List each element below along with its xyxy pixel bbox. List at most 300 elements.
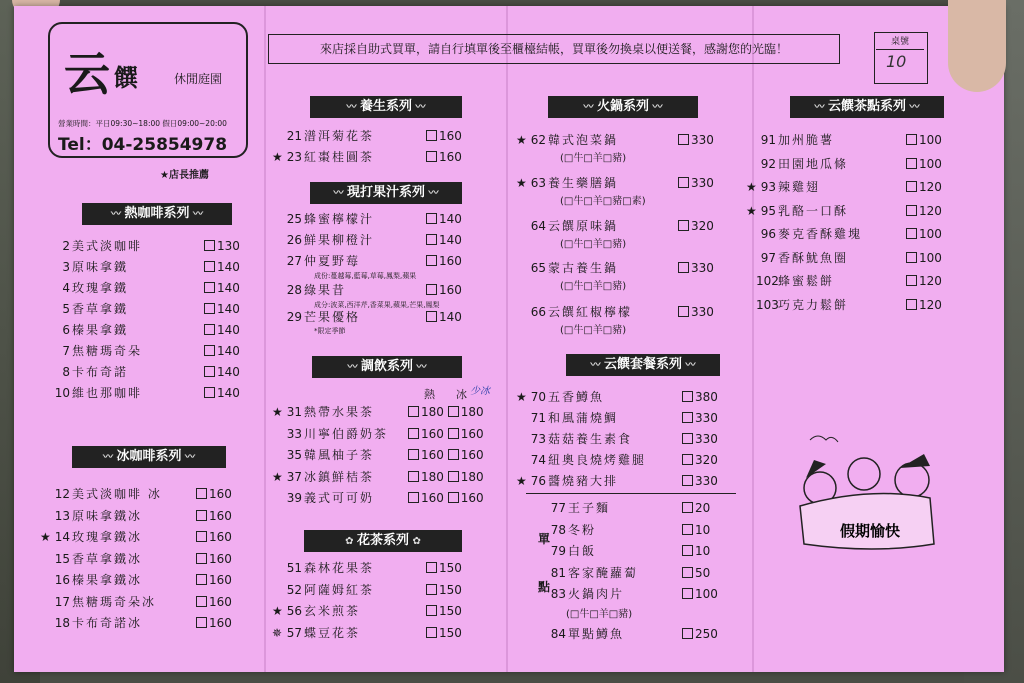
order-checkbox[interactable]: [204, 240, 215, 251]
item-number: 92: [760, 156, 776, 171]
logo-subtitle: 休閒庭園: [174, 72, 223, 86]
item-price: [906, 273, 942, 289]
menu-item-row: [272, 309, 462, 325]
recommend-star: ★: [516, 133, 527, 147]
order-checkbox[interactable]: [426, 130, 437, 141]
menu-item-row: [516, 175, 714, 191]
price-value: 150: [439, 561, 462, 575]
item-price: [426, 253, 462, 269]
section-title-flower-tea: ✿ 花茶系列 ✿: [304, 530, 462, 552]
menu-item-row: [746, 132, 942, 148]
item-name: 紅棗桂圓茶: [304, 150, 375, 164]
item-price: [426, 560, 462, 576]
menu-item-row: [516, 410, 718, 426]
item-number: 56: [286, 604, 302, 618]
phone-number: Tel：04-25854978: [58, 135, 228, 155]
order-checkbox-cold[interactable]: [448, 492, 459, 503]
item-price: [426, 282, 462, 298]
price-value: 140: [217, 365, 240, 379]
item-name: 芒果優格: [304, 310, 361, 324]
item-name: 韓風柚子茶: [304, 448, 375, 462]
item-price: [682, 473, 718, 489]
juice-note-28: 成分:波菜,西洋芹,香菜果,蘋果,芒果,鳳梨: [314, 301, 440, 309]
price-value: 100: [919, 227, 942, 241]
price-value: 20: [695, 501, 711, 515]
item-price: [906, 250, 942, 266]
item-number: 13: [54, 508, 70, 523]
order-checkbox[interactable]: [426, 605, 437, 616]
menu-item-row: [40, 301, 240, 317]
menu-item-row: [272, 253, 462, 269]
item-price: [196, 529, 232, 545]
order-checkbox[interactable]: [906, 158, 917, 169]
order-checkbox[interactable]: [682, 475, 693, 486]
item-price: [906, 132, 942, 148]
item-number: 7: [62, 344, 70, 358]
price-value: 330: [691, 176, 714, 190]
item-price: [426, 309, 462, 325]
item-name: 玫瑰拿鐵: [72, 281, 129, 295]
kid-hair: [900, 454, 930, 468]
menu-item-row: [40, 572, 232, 588]
menu-item-row: [746, 297, 942, 313]
price-value: 160: [209, 530, 232, 544]
item-price: [204, 385, 240, 401]
item-number: 62: [530, 133, 546, 147]
recommend-star: ★: [516, 176, 527, 190]
menu-item-row: [40, 508, 232, 524]
item-name: 卡布奇諾冰: [72, 616, 143, 630]
item-name: 焦糖瑪奇朵: [72, 344, 143, 358]
logo-mark: 云: [64, 47, 110, 101]
item-name: 香酥魷魚圈: [778, 250, 849, 265]
item-number: 15: [54, 551, 70, 566]
meat-options[interactable]: (□牛□羊□豬): [566, 609, 633, 620]
kids-illustration: [780, 428, 958, 558]
item-name: 醬燒豬大排: [548, 474, 619, 488]
item-name: 辣雞翅: [778, 180, 821, 194]
price-value: 150: [439, 625, 462, 640]
price-value: 10: [695, 523, 711, 537]
order-checkbox[interactable]: [682, 391, 693, 402]
menu-item-row: [40, 529, 232, 545]
item-name: 冬粉: [568, 523, 597, 537]
item-number: 31: [286, 405, 302, 419]
price-value: 160: [209, 508, 232, 523]
item-name: 巧克力鬆餅: [778, 297, 849, 312]
price-value: 160: [209, 551, 232, 566]
recommend-star: ★: [746, 180, 757, 194]
item-price: [408, 426, 484, 442]
item-name: 蝶豆花茶: [304, 625, 361, 640]
order-checkbox-cold[interactable]: [448, 449, 459, 460]
order-checkbox[interactable]: [204, 366, 215, 377]
item-price: [682, 522, 710, 538]
logo-name: 饌: [114, 63, 138, 92]
item-name: 菇菇養生素食: [548, 432, 633, 446]
menu-item-row: [536, 500, 711, 516]
price-value: 140: [217, 344, 240, 358]
item-price: [196, 486, 232, 502]
table-number-label: 桌號: [876, 34, 924, 50]
juice-note-27: 成份:蔓越莓,藍莓,草莓,鳳梨,蘋果: [314, 272, 417, 280]
item-number: 14: [54, 530, 70, 544]
price-value: 100: [695, 587, 718, 601]
order-checkbox[interactable]: [204, 324, 215, 335]
order-checkbox[interactable]: [196, 488, 207, 499]
item-name: 香草拿鐵冰: [72, 551, 143, 566]
menu-item-row: [746, 226, 942, 242]
order-checkbox[interactable]: [196, 617, 207, 628]
item-number: 96: [760, 227, 776, 241]
order-checkbox[interactable]: [204, 345, 215, 356]
menu-item-row: [516, 431, 718, 447]
item-name: 蒙古養生鍋: [548, 261, 619, 275]
item-name: 王子麵: [568, 501, 611, 515]
item-name: 鮮果柳橙汁: [304, 233, 375, 247]
item-price: [906, 156, 942, 172]
cloud-doodle: [810, 436, 838, 442]
price-value: 140: [217, 302, 240, 316]
order-checkbox[interactable]: [426, 311, 437, 322]
menu-item-row: [272, 149, 462, 165]
recommend-star: ★: [272, 469, 283, 484]
order-checkbox[interactable]: [906, 205, 917, 216]
recommend-star: ★: [40, 530, 51, 544]
price-value: 120: [919, 203, 942, 218]
price-value: 160: [209, 487, 232, 501]
item-price: [906, 297, 942, 313]
order-checkbox[interactable]: [426, 234, 437, 245]
item-number: 91: [760, 133, 776, 147]
item-number: 66: [530, 305, 546, 319]
order-checkbox[interactable]: [678, 134, 689, 145]
item-number: 78: [550, 523, 566, 537]
item-price: [196, 572, 232, 588]
item-price: [204, 259, 240, 275]
menu-item-row: [40, 615, 232, 631]
order-checkbox[interactable]: [196, 553, 207, 564]
order-checkbox[interactable]: [682, 524, 693, 535]
price-value: 120: [919, 297, 942, 312]
item-name: 養生藥膳鍋: [548, 176, 619, 190]
item-number: 3: [62, 260, 70, 274]
item-name: 仲夏野莓: [304, 254, 361, 268]
section-title-hotpot: 〰 火鍋系列 〰: [548, 96, 698, 118]
item-name: 單點鱒魚: [568, 627, 625, 641]
price-value: 100: [919, 133, 942, 147]
item-name: 熱帶水果茶: [304, 405, 375, 419]
item-price: [204, 238, 240, 254]
item-number: 84: [550, 627, 566, 641]
item-number: 79: [550, 544, 566, 558]
juice-note-29: *限定季節: [314, 327, 346, 335]
item-name: 潽洱菊花茶: [304, 129, 375, 143]
price-value: 130: [217, 239, 240, 253]
order-checkbox[interactable]: [906, 252, 917, 263]
item-number: 63: [530, 176, 546, 190]
kid-face-middle: [848, 458, 880, 490]
menu-item-row: [40, 238, 240, 254]
item-number: 103: [756, 297, 779, 312]
item-number: 39: [286, 491, 302, 505]
fold-line: [752, 6, 754, 672]
item-name: 冰鎮鮮桔茶: [304, 469, 375, 484]
item-price: [408, 404, 484, 420]
item-price: [682, 431, 718, 447]
item-number: 16: [54, 573, 70, 587]
price-cold-value: 160: [460, 448, 484, 462]
item-name: 卡布奇諾: [72, 365, 129, 379]
item-price: [682, 389, 718, 405]
recommend-star: ★: [746, 203, 757, 218]
recommend-star: ✵: [272, 625, 283, 640]
item-price: [678, 260, 714, 276]
menu-item-row: [516, 389, 718, 405]
price-value: 140: [439, 212, 462, 226]
menu-item-row: [40, 594, 232, 610]
order-checkbox[interactable]: [678, 306, 689, 317]
menu-item-row: [272, 560, 462, 576]
price-value: 250: [695, 627, 718, 641]
order-checkbox[interactable]: [408, 406, 419, 417]
opening-hours: 營業時間：平日09:30~18:00 假日09:00~20:00: [58, 119, 227, 128]
item-number: 70: [530, 390, 546, 404]
item-price: [426, 603, 462, 619]
meat-options[interactable]: (□牛□羊□豬): [560, 325, 627, 336]
item-price: [678, 218, 714, 234]
price-value: 150: [439, 582, 462, 597]
menu-item-row: [536, 626, 718, 642]
item-name: 麥克香酥雞塊: [778, 227, 863, 241]
item-name: 云饌紅椒檸檬: [548, 305, 633, 319]
item-price: [408, 469, 484, 485]
menu-item-row: [272, 582, 462, 598]
item-price: [678, 175, 714, 191]
item-number: 64: [530, 219, 546, 233]
order-checkbox[interactable]: [906, 228, 917, 239]
section-title-set-meal: 〰 云饌套餐系列 〰: [566, 354, 720, 376]
order-checkbox[interactable]: [682, 502, 693, 513]
meat-options[interactable]: (□牛□羊□豬): [560, 281, 627, 292]
price-value: 330: [695, 474, 718, 488]
section-title-juice: 〰 現打果汁系列 〰: [310, 182, 462, 204]
item-number: 57: [286, 625, 302, 640]
menu-item-row: [746, 156, 942, 172]
item-number: 25: [286, 212, 302, 226]
order-checkbox[interactable]: [906, 275, 917, 286]
fold-line: [506, 6, 508, 672]
order-checkbox[interactable]: [426, 627, 437, 638]
meat-options[interactable]: (□牛□羊□豬□素): [560, 196, 646, 207]
order-checkbox[interactable]: [906, 181, 917, 192]
menu-item-row: [536, 565, 711, 581]
item-name: 原味拿鐵冰: [72, 508, 143, 523]
item-name: 紐奧良燒烤雞腿: [548, 453, 647, 467]
item-number: 95: [760, 203, 776, 218]
item-name: 美式淡咖啡 冰: [72, 487, 162, 501]
item-name: 和風蒲燒鯛: [548, 411, 619, 425]
item-number: 71: [530, 411, 546, 425]
menu-item-row: [40, 322, 240, 338]
item-number: 10: [54, 386, 70, 400]
menu-item-row: [746, 250, 942, 266]
price-value: 160: [439, 129, 462, 143]
order-checkbox[interactable]: [204, 282, 215, 293]
menu-item-row: [40, 364, 240, 380]
menu-item-row: [272, 128, 462, 144]
order-checkbox[interactable]: [204, 387, 215, 398]
price-value: 330: [691, 305, 714, 319]
item-price: [204, 280, 240, 296]
order-checkbox[interactable]: [426, 584, 437, 595]
order-checkbox[interactable]: [682, 545, 693, 556]
menu-item-row: [272, 282, 462, 298]
item-number: 76: [530, 474, 546, 488]
menu-item-row: [272, 211, 462, 227]
item-number: 33: [286, 426, 302, 441]
order-checkbox[interactable]: [408, 449, 419, 460]
menu-item-row: [516, 260, 714, 276]
order-checkbox[interactable]: [682, 412, 693, 423]
order-checkbox[interactable]: [426, 213, 437, 224]
item-name: 蜂蜜檸檬汁: [304, 212, 375, 226]
order-checkbox[interactable]: [426, 151, 437, 162]
order-checkbox-cold[interactable]: [448, 406, 459, 417]
cold-label: 冰: [456, 388, 467, 401]
order-checkbox[interactable]: [426, 255, 437, 266]
section-title-iced-coffee: 〰 冰咖啡系列 〰: [72, 446, 226, 468]
menu-item-row: [40, 385, 240, 401]
price-value: 160: [439, 150, 462, 164]
price-cold-value: 160: [460, 491, 484, 505]
menu-item-row: [272, 603, 462, 619]
item-number: 65: [530, 261, 546, 275]
order-checkbox[interactable]: [906, 299, 917, 310]
item-number: 29: [286, 310, 302, 324]
order-checkbox[interactable]: [678, 262, 689, 273]
item-number: 26: [286, 233, 302, 247]
price-value: 330: [695, 432, 718, 446]
order-checkbox[interactable]: [682, 628, 693, 639]
order-checkbox[interactable]: [426, 562, 437, 573]
order-checkbox[interactable]: [678, 177, 689, 188]
order-checkbox[interactable]: [682, 454, 693, 465]
section-title-tea-drinks: 〰 調飲系列 〰: [312, 356, 462, 378]
holiday-banner-text: 假期愉快: [840, 522, 901, 540]
item-name: 白飯: [568, 544, 597, 558]
price-value: 160: [209, 573, 232, 587]
item-number: 93: [760, 180, 776, 194]
item-number: 102: [756, 274, 779, 288]
order-checkbox-cold[interactable]: [448, 471, 459, 482]
order-checkbox[interactable]: [906, 134, 917, 145]
price-cold-value: 180: [460, 405, 484, 419]
item-price: [906, 203, 942, 219]
order-checkbox[interactable]: [204, 303, 215, 314]
price-value: 120: [919, 180, 942, 194]
item-price: [196, 551, 232, 567]
item-name: 榛果拿鐵冰: [72, 573, 143, 587]
meat-options[interactable]: (□牛□羊□豬): [560, 153, 627, 164]
item-number: 4: [62, 281, 70, 295]
item-number: 17: [54, 594, 70, 609]
order-checkbox[interactable]: [682, 588, 693, 599]
order-checkbox[interactable]: [196, 510, 207, 521]
menu-item-row: [516, 304, 714, 320]
item-number: 74: [530, 453, 546, 467]
recommend-star: ★: [272, 604, 283, 618]
price-value: 180: [421, 405, 444, 419]
price-value: 100: [919, 250, 942, 265]
item-name: 阿薩姆紅茶: [304, 582, 375, 597]
section-title-snacks: 〰 云饌茶點系列 〰: [790, 96, 944, 118]
item-number: 77: [550, 501, 566, 515]
order-checkbox[interactable]: [426, 284, 437, 295]
item-number: 97: [760, 250, 776, 265]
item-name: 義式可可奶: [304, 491, 375, 505]
item-price: [426, 149, 462, 165]
order-checkbox[interactable]: [678, 220, 689, 231]
order-checkbox[interactable]: [408, 471, 419, 482]
meat-options[interactable]: (□牛□羊□豬): [560, 239, 627, 250]
item-price: [682, 565, 710, 581]
price-cold-value: 180: [460, 469, 484, 484]
fold-line: [264, 6, 266, 672]
menu-item-row: [40, 343, 240, 359]
kid-hat: [806, 460, 826, 478]
order-checkbox[interactable]: [408, 492, 419, 503]
order-checkbox[interactable]: [204, 261, 215, 272]
item-number: 6: [62, 323, 70, 337]
price-value: 330: [695, 411, 718, 425]
recommend-star: ★: [516, 474, 527, 488]
single-label-top: 單: [538, 532, 551, 546]
item-name: 乳酪一口酥: [778, 203, 849, 218]
order-checkbox[interactable]: [196, 531, 207, 542]
item-number: 51: [286, 561, 302, 575]
item-price: [204, 301, 240, 317]
recommend-legend: ★店長推薦: [160, 170, 209, 181]
order-checkbox[interactable]: [196, 596, 207, 607]
price-value: 140: [439, 233, 462, 247]
menu-item-row: [272, 469, 484, 485]
section-title-health: 〰 養生系列 〰: [310, 96, 462, 118]
item-price: [426, 232, 462, 248]
item-number: 83: [550, 587, 566, 601]
price-value: 50: [695, 566, 711, 580]
table-number-value: 10: [886, 52, 907, 71]
price-value: 160: [439, 254, 462, 268]
price-value: 140: [217, 281, 240, 295]
item-number: 21: [286, 129, 302, 143]
order-checkbox-cold[interactable]: [448, 428, 459, 439]
item-name: 榛果拿鐵: [72, 323, 129, 337]
menu-item-row: [272, 625, 462, 641]
menu-item-row: [272, 447, 484, 463]
order-checkbox[interactable]: [682, 567, 693, 578]
order-checkbox[interactable]: [682, 433, 693, 444]
order-checkbox[interactable]: [196, 574, 207, 585]
price-value: 330: [691, 133, 714, 147]
price-value: 160: [439, 283, 462, 297]
item-price: [682, 626, 718, 642]
price-value: 320: [695, 453, 718, 467]
order-checkbox[interactable]: [408, 428, 419, 439]
item-price: [408, 490, 484, 506]
item-price: [426, 211, 462, 227]
item-price: [196, 615, 232, 631]
